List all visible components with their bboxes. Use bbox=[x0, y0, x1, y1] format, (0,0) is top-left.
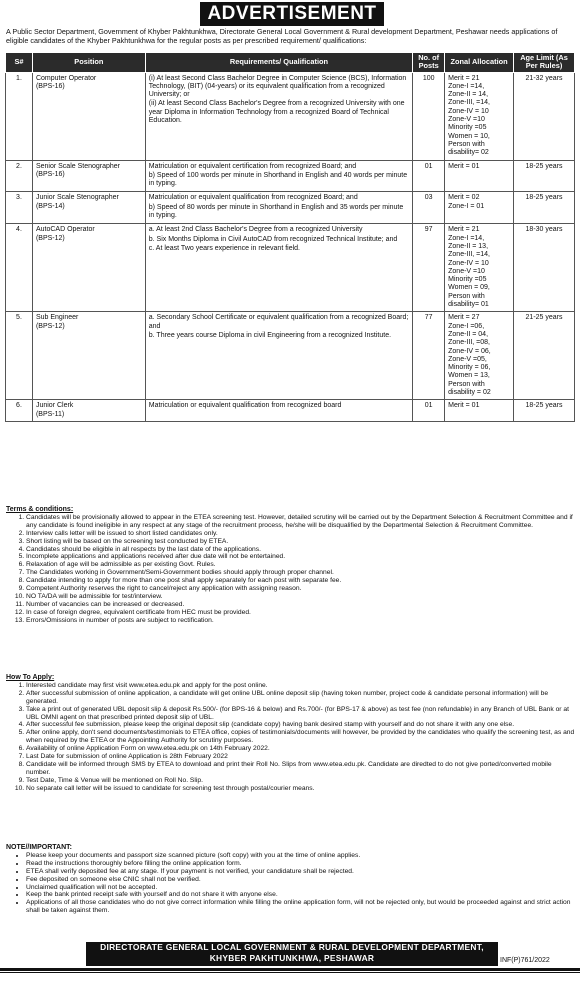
note-item: • Please keep your documents and passport size scanned picture (soft copy) with you at the time of online applies. bbox=[26, 852, 576, 860]
table-row bbox=[6, 72, 575, 160]
zonal-allocation-item: Zone-II = 13, bbox=[448, 242, 489, 250]
table-header-cell: S# bbox=[6, 53, 33, 73]
zonal-allocation-item: Zone-IV = 10 bbox=[448, 259, 489, 267]
zonal-allocation-cell bbox=[445, 312, 514, 400]
table-header-cell: Position bbox=[32, 53, 145, 73]
zonal-allocation-item: Merit = 27 bbox=[448, 314, 480, 322]
footer-banner bbox=[86, 942, 498, 966]
requirement-item: a. Secondary School Certificate or equivalent qualification from a recognized Board; and bbox=[148, 314, 409, 330]
number-of-posts: 97 bbox=[413, 224, 445, 312]
position-cell bbox=[32, 192, 145, 224]
serial-number: 3. bbox=[6, 192, 33, 224]
zonal-allocation-item: Merit = 21 bbox=[448, 226, 480, 234]
table-row bbox=[6, 400, 575, 422]
how-to-apply-item: 5. After online apply, don't send documents/testimonials to ETEA office, copies of testimonials/documents will however, be provided by the candidates who qualify the screening test, as and when required by the ETEA or the Appointing Authority for scrutiny purposes. bbox=[26, 729, 576, 745]
age-limit: 21-25 years bbox=[514, 312, 575, 400]
requirement-item: (ii) At least Second Class Bachelor's Degree from a recognized University with one year Diploma in Information Technology from a recognized Board of Technical Education. bbox=[148, 100, 405, 125]
number-of-posts: 100 bbox=[413, 72, 445, 160]
zonal-allocation-item: Zone-I =14, bbox=[448, 82, 485, 90]
terms-item: 13. Errors/Omissions in number of posts are subject to rectification. bbox=[26, 617, 576, 625]
terms-item: 4. Candidates should be eligible in all respects by the last date of the applications. bbox=[26, 546, 576, 554]
serial-number: 5. bbox=[6, 312, 33, 400]
zonal-allocation-item: Minority =05 bbox=[448, 276, 487, 284]
position-name: AutoCAD Operator bbox=[35, 226, 95, 234]
notes-section bbox=[6, 844, 576, 915]
table-header-cell: Zonal Allocation bbox=[445, 53, 514, 73]
requirement-item: Matriculation or equivalent certification from recognized Board; and bbox=[148, 162, 357, 170]
zonal-allocation-item: Zone-I = 01 bbox=[448, 202, 485, 210]
requirement-item: (i) At least Second Class Bachelor Degree in Computer Science (BCS), Information Technology, (BIT) (04-years) or its equivalent qualification from a recognized University; or bbox=[148, 74, 407, 99]
note-item: • Applications of all those candidates who do not give correct information while filling the online application form, will not be rejected only, but would be proceeded against and strict action shall be taken against them. bbox=[26, 899, 576, 915]
terms-section bbox=[6, 506, 576, 625]
footer-line-1: DIRECTORATE GENERAL LOCAL GOVERNMENT & RURAL DEVELOPMENT DEPARTMENT, bbox=[100, 942, 484, 952]
position-bps: (BPS-12) bbox=[35, 234, 65, 242]
position-bps: (BPS-16) bbox=[35, 170, 65, 178]
bottom-rule bbox=[0, 968, 580, 971]
zonal-allocation-item: Zone-IV = 06, bbox=[448, 347, 491, 355]
age-limit: 21-32 years bbox=[514, 72, 575, 160]
zonal-allocation-item: Zone-III, =08, bbox=[448, 339, 490, 347]
note-item: • Fee deposited on someone else CNIC shall not be verified. bbox=[26, 876, 576, 884]
table-row bbox=[6, 192, 575, 224]
footer-line-2: KHYBER PAKHTUNKHWA, PESHAWAR bbox=[209, 953, 375, 963]
note-item: • Read the instructions thoroughly before filling the online application form. bbox=[26, 860, 576, 868]
zonal-allocation-item: Person with disability= 01 bbox=[448, 292, 489, 309]
position-name: Junior Clerk bbox=[35, 402, 74, 410]
terms-item: 6. Relaxation of age will be admissible as per existing Govt. Rules. bbox=[26, 561, 576, 569]
requirement-item: Matriculation or equivalent qualification from recognized board bbox=[148, 402, 342, 410]
terms-item: 9. Competent Authority reserves the right to cancel/reject any application with assigning reason. bbox=[26, 585, 576, 593]
notes-list bbox=[6, 852, 576, 915]
zonal-allocation-item: Zone-V =10 bbox=[448, 116, 485, 124]
terms-item: 5. Incomplete applications and applications received after due date will not be entertained. bbox=[26, 553, 576, 561]
position-bps: (BPS-14) bbox=[35, 202, 65, 210]
number-of-posts: 01 bbox=[413, 400, 445, 422]
zonal-allocation-item: Zone-II = 14, bbox=[448, 91, 489, 99]
position-name: Senior Scale Stenographer bbox=[35, 162, 121, 170]
requirement-item: b) Speed of 100 words per minute in Shorthand in English and 40 words per minute in typing. bbox=[148, 171, 408, 188]
note-item: • ETEA shall verify deposited fee at any stage. If your payment is not verified, your candidature shall be rejected. bbox=[26, 868, 576, 876]
zonal-allocation-cell bbox=[445, 192, 514, 224]
requirements-cell bbox=[145, 192, 412, 224]
position-cell bbox=[32, 160, 145, 192]
intro-text: A Public Sector Department, Government of Khyber Pakhtunkhwa, Directorate General Local Government & Rural development Department, Peshawar needs applications of eligible candidates of the Khyber Pakhtunkhwa for the regular posts as per prescribed requirement/ qualifications: bbox=[6, 27, 558, 45]
table-row bbox=[6, 160, 575, 192]
zonal-allocation-item: Women = 09, bbox=[448, 284, 490, 292]
how-to-apply-item: 9. Test Date, Time & Venue will be mentioned on Roll No. Slip. bbox=[26, 777, 576, 785]
number-of-posts: 03 bbox=[413, 192, 445, 224]
position-cell bbox=[32, 400, 145, 422]
zonal-allocation-item: Zone-IV = 10 bbox=[448, 107, 489, 115]
requirement-item: b) Speed of 80 words per minute in Shorthand in English and 35 words per minute in typing. bbox=[148, 203, 404, 220]
zonal-allocation-cell bbox=[445, 72, 514, 160]
advertisement-banner: ADVERTISEMENT bbox=[200, 2, 384, 26]
terms-item: 12. In case of foreign degree, equivalent certificate from HEC must be provided. bbox=[26, 609, 576, 617]
how-to-apply-item: 4. After successful fee submission, please keep the original deposit slip (candidate copy) having bank desired stamp with yourself and do not share it with any one else. bbox=[26, 721, 576, 729]
how-to-apply-list bbox=[6, 682, 576, 793]
zonal-allocation-item: Person with disability= 02 bbox=[448, 140, 489, 157]
table-row bbox=[6, 312, 575, 400]
serial-number: 6. bbox=[6, 400, 33, 422]
terms-heading: Terms & conditions: bbox=[6, 506, 74, 513]
note-item: • Unclaimed qualification will not be accepted. bbox=[26, 884, 576, 892]
zonal-allocation-item: Zone-V =05, bbox=[448, 355, 487, 363]
how-to-apply-item: 8. Candidate will be informed through SMS by ETEA to download and print their Roll No. Slips from www.etea.edu.pk. Candidate are diredted to do not give ported/converted mobile number. bbox=[26, 761, 576, 777]
zonal-allocation-cell bbox=[445, 160, 514, 192]
how-to-apply-item: 7. Last Date for submission of online Application is 28th February 2022 bbox=[26, 753, 576, 761]
requirement-item: Matriculation or equivalent qualification from recognized Board; and bbox=[148, 194, 358, 202]
position-name: Computer Operator bbox=[35, 74, 97, 82]
age-limit: 18-25 years bbox=[514, 400, 575, 422]
how-to-apply-section bbox=[6, 674, 576, 793]
zonal-allocation-item: Women = 13, bbox=[448, 372, 490, 380]
position-cell bbox=[32, 72, 145, 160]
number-of-posts: 01 bbox=[413, 160, 445, 192]
requirement-item: c. At least Two years experience in relevant field. bbox=[148, 244, 300, 252]
reference-number: INF(P)761/2022 bbox=[500, 957, 550, 964]
table-row bbox=[6, 224, 575, 312]
note-item: • Keep the bank printed receipt safe with yourself and do not share it with anyone else. bbox=[26, 891, 576, 899]
how-to-apply-item: 1. Interested candidate may first visit www.etea.edu.pk and apply for the post online. bbox=[26, 682, 576, 690]
requirements-cell bbox=[145, 160, 412, 192]
requirement-item: a. At least 2nd Class Bachelor's Degree from a recognized University bbox=[148, 226, 363, 234]
zonal-allocation-item: Merit = 02 bbox=[448, 194, 480, 202]
how-to-apply-item: 10. No separate call letter will be issued to candidate for screening test through postal/courier means. bbox=[26, 785, 576, 793]
requirements-cell bbox=[145, 224, 412, 312]
requirement-item: b. Six Months Diploma in Civil AutoCAD from recognized Technical Institute; and bbox=[148, 235, 398, 243]
zonal-allocation-item: Minority =05 bbox=[448, 124, 487, 132]
position-bps: (BPS-12) bbox=[35, 322, 65, 330]
how-to-apply-heading: How To Apply: bbox=[6, 674, 55, 681]
zonal-allocation-item: Zone-V =10 bbox=[448, 267, 485, 275]
terms-item: 11. Number of vacancies can be increased or decreased. bbox=[26, 601, 576, 609]
terms-item: 1. Candidates will be provisionally allowed to appear in the ETEA screening test. However, detailed scrutiny will be carried out by the Department Selection & Recruitment Committee and if any candidate is found ineligible in any respect at any stage of the recruitment process, he/she will be disqualified by the Departmental Selection & Recruitment Committee. bbox=[26, 514, 576, 530]
zonal-allocation-item: Zone-I =06, bbox=[448, 322, 485, 330]
requirements-cell bbox=[145, 400, 412, 422]
age-limit: 18-25 years bbox=[514, 192, 575, 224]
position-name: Sub Engineer bbox=[35, 314, 79, 322]
table-header-row bbox=[6, 53, 575, 73]
zonal-allocation-cell bbox=[445, 224, 514, 312]
how-to-apply-item: 6. Availability of online Application Form on www.etea.edu.pk on 14th February 2022. bbox=[26, 745, 576, 753]
number-of-posts: 77 bbox=[413, 312, 445, 400]
requirement-item: b. Three years course Diploma in civil Engineering from a recognized Institute. bbox=[148, 331, 392, 339]
position-cell bbox=[32, 312, 145, 400]
terms-item: 7. The Candidates working in Government/Semi-Government bodies should apply through proper channel. bbox=[26, 569, 576, 577]
zonal-allocation-item: Zone-III, =14, bbox=[448, 251, 490, 259]
zonal-allocation-item: Zone-II = 04, bbox=[448, 330, 489, 338]
notes-heading: NOTE//IMPORTANT: bbox=[6, 844, 72, 851]
zonal-allocation-item: Zone-III, =14, bbox=[448, 99, 490, 107]
requirements-cell bbox=[145, 72, 412, 160]
table-header-cell: Age Limit (As Per Rules) bbox=[514, 53, 575, 73]
position-cell bbox=[32, 224, 145, 312]
how-to-apply-item: 2. After successful submission of online application, a candidate will get online UBL online deposit slip (having token number, project code & candidate personal information) will be generated. bbox=[26, 690, 576, 706]
zonal-allocation-item: Merit = 21 bbox=[448, 74, 480, 82]
how-to-apply-item: 3. Take a print out of generated UBL deposit slip & deposit Rs.500/- (for BPS-16 & below) and Rs.700/- (for BPS-17 & above) as test fee (non refundable) in any Branch of UBL Bank or at UBL OMNI agent on that prescribed printed deposit slip of UBL. bbox=[26, 706, 576, 722]
jobs-table-body bbox=[6, 72, 575, 421]
serial-number: 2. bbox=[6, 160, 33, 192]
jobs-table bbox=[5, 52, 575, 422]
zonal-allocation-item: Merit = 01 bbox=[448, 162, 480, 170]
position-bps: (BPS-16) bbox=[35, 82, 65, 90]
age-limit: 18-25 years bbox=[514, 160, 575, 192]
zonal-allocation-item: Zone-I =14, bbox=[448, 234, 485, 242]
zonal-allocation-item: Minority = 06, bbox=[448, 364, 491, 372]
requirements-cell bbox=[145, 312, 412, 400]
terms-item: 2. Interview calls letter will be issued to short listed candidates only. bbox=[26, 530, 576, 538]
bottom-rule-thin bbox=[0, 972, 580, 973]
age-limit: 18-30 years bbox=[514, 224, 575, 312]
serial-number: 1. bbox=[6, 72, 33, 160]
position-bps: (BPS-11) bbox=[35, 410, 65, 418]
table-header-cell: No. of Posts bbox=[413, 53, 445, 73]
position-name: Junior Scale Stenographer bbox=[35, 194, 119, 202]
table-header-cell: Requirements/ Qualification bbox=[145, 53, 412, 73]
terms-list bbox=[6, 514, 576, 625]
terms-item: 10. NO TA/DA will be admissible for test/interview. bbox=[26, 593, 576, 601]
zonal-allocation-item: Person with disability = 02 bbox=[448, 380, 491, 396]
zonal-allocation-item: Women = 10, bbox=[448, 132, 490, 140]
zonal-allocation-cell bbox=[445, 400, 514, 422]
terms-item: 8. Candidate intending to apply for more than one post shall apply separately for each post with separate fee. bbox=[26, 577, 576, 585]
serial-number: 4. bbox=[6, 224, 33, 312]
terms-item: 3. Short listing will be based on the screening test conducted by ETEA. bbox=[26, 538, 576, 546]
zonal-allocation-item: Merit = 01 bbox=[448, 402, 480, 410]
